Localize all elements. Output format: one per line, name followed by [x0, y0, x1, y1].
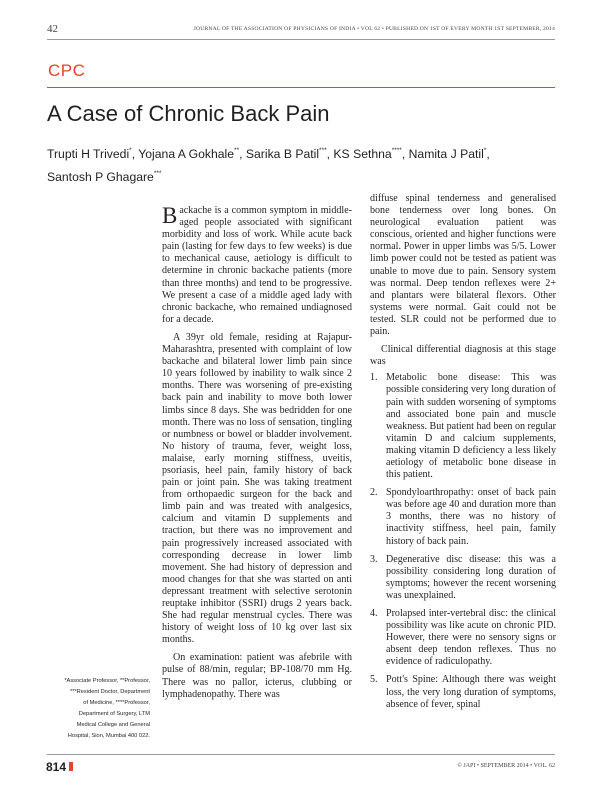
differential-intro-paragraph: Clinical differential diagnosis at this stage was — [370, 344, 556, 368]
section-divider — [47, 87, 555, 88]
drop-cap: B — [162, 203, 178, 228]
author: Sarika B Patil***, — [245, 147, 334, 161]
author: Yojana A Gokhale**, — [138, 147, 246, 161]
author: Namita J Patil*, — [408, 147, 490, 161]
history-paragraph: A 39yr old female, residing at Rajapur-Maharashtra, presented with complaint of low backache and bilateral lower limb pain since 10 years followed by inability to walk since 2 months. There was worsening of pre-existing back pain and inability to move both lower limbs since 8 days. She was bedridden for one month. There was no loss of sensation, tingling or numbness or bowel or bladder involvement. No history of trauma, fever, weight loss, malaise, early morning stiffness, uveitis, psoriasis, heel pain, family history of back pain or joint pain. She was taking treatment from orthopaedic surgeon for the back and limb pain and was treated with analgesics, calcium and vitamin D supplements and traction, but there was no improvement and pain progressively increased associated with corresponding decrease in lower limb movement. She had history of depression and mood changes for that she was started on anti depressant treatment with selective serotonin reuptake inhibitor (SSRI) drugs 2 years back. She had regular menstrual cycles. There was history of weight loss of 10 kg over last six months. — [162, 331, 352, 646]
author: Trupti H Trivedi*, — [47, 147, 139, 161]
affiliation-footnote: *Associate Professor, **Professor, ***Resident Doctor, Department of Medicine, ****Professor, Department of Surgery, LTM Medical College and General Hospital, Sion, Mumbai 400 022. — [64, 678, 150, 739]
body-column-right — [370, 193, 556, 717]
section-label: CPC — [48, 61, 86, 80]
journal-running-header: JOURNAL OF THE ASSOCIATION OF PHYSICIANS OF INDIA • VOL 62 • PUBLISHED ON 1ST OF EVERY MONTH 1ST SEPTEMBER, 2014 — [193, 26, 555, 32]
author: KS Sethna****, — [333, 147, 409, 161]
footer-copyright: © JAPI • SEPTEMBER 2014 • VOL. 62 — [457, 763, 555, 769]
body-column-left — [162, 205, 352, 701]
examination-paragraph: On examination: patient was afebrile with pulse of 88/min, regular; BP-108/70 mm Hg. There was no pallor, icterus, clubbing or lymphadenopathy. There was — [162, 652, 352, 700]
header-divider — [47, 39, 555, 40]
list-item: 4. Prolapsed inter-vertebral disc: the clinical possibility was like acute on chronic PID. However, there were no sensory signs or absent deep tendon reflexes. Thus no evidence of radiculopathy. — [370, 608, 556, 668]
page-number-bottom: 814 — [46, 760, 67, 774]
list-item: 5. Pott's Spine: Although there was weight loss, the very long duration of symptoms, absence of fever, spinal — [370, 674, 556, 710]
article-title: A Case of Chronic Back Pain — [47, 101, 330, 126]
list-item: 2. Spondyloarthropathy: onset of back pain was before age 40 and duration more than 3 months, there was no history of inactivity stiffness, heel pain, family history of back pain. — [370, 487, 556, 547]
author: Santosh P Ghagare*** — [47, 170, 162, 184]
examination-continued-paragraph: diffuse spinal tenderness and generalised bone tenderness over long bones. On neurological evaluation patient was conscious, oriented and higher functions were normal. Power in upper limbs was 5/5. Lower limb power could not be tested as patient was unable to move due to pain. Sensory system was normal. Deep tendon reflexes were 2+ and plantars were bilateral flexors. Other systems were normal. Gait could not be tested. SLR could not be performed due to pain. — [370, 193, 556, 338]
footer-accent-marker — [69, 762, 73, 771]
page-number-top: 42 — [47, 23, 58, 35]
list-item: 1. Metabolic bone disease: This was possible considering very long duration of pain with sudden worsening of symptoms and associated bone pain and muscle weakness. But patient had been on regular vitamin D and calcium supplements, making vitamin D deficiency a less likely aetiology of metabolic bone disease in this patient. — [370, 372, 556, 481]
differential-diagnosis-list — [370, 372, 556, 710]
list-item: 3. Degenerative disc disease: this was a possibility considering long duration of symptoms; however the recent worsening was unexplained. — [370, 553, 556, 601]
footer-divider — [47, 754, 555, 755]
author-list — [47, 141, 557, 187]
intro-paragraph: Backache is a common symptom in middle-aged people associated with significant morbidity and loss of work. While acute back pain (lasting for few days to few weeks) is due to mechanical cause, aetiology is difficult to determine in chronic backache patients (more than three months) and tend to be progressive. We present a case of a middle aged lady with chronic backache, who remained undiagnosed for a decade. — [162, 203, 352, 325]
